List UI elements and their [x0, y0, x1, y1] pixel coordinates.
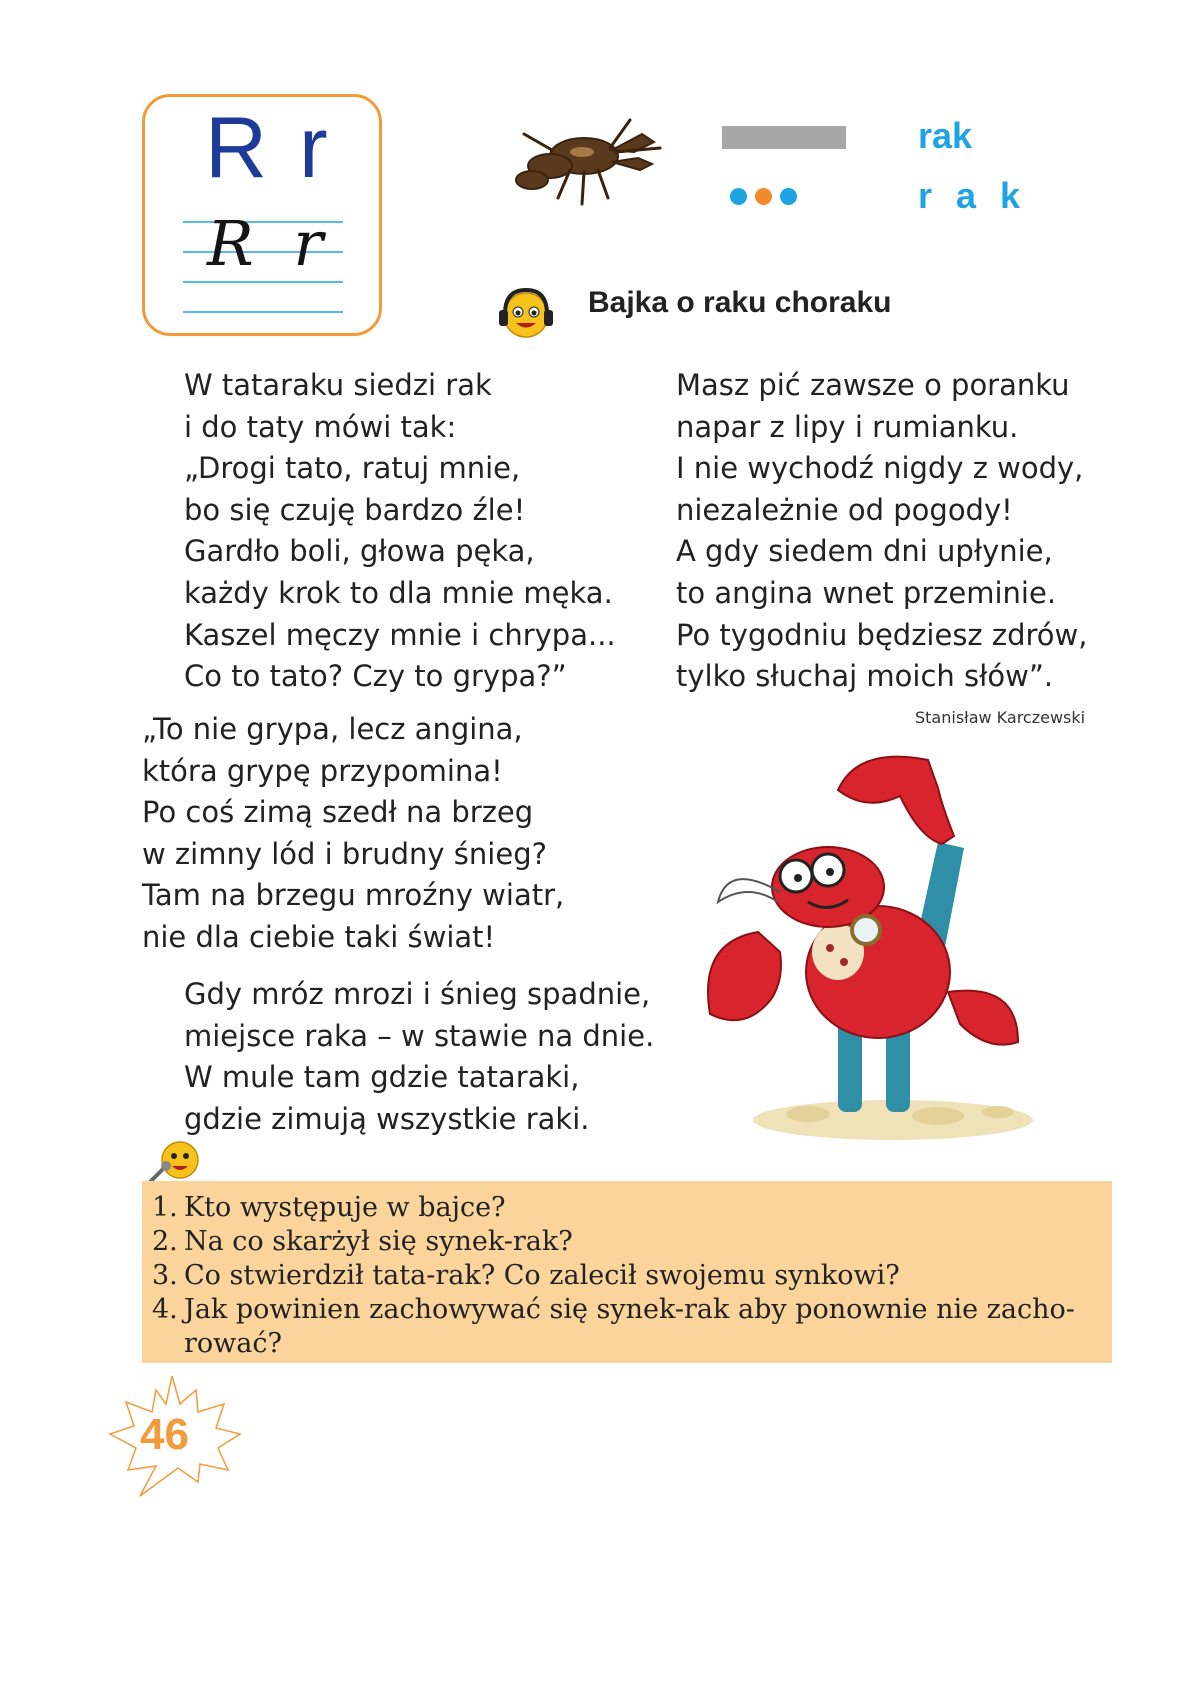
question-item: 2. Na co skarżył się synek-rak?	[152, 1226, 573, 1257]
poem-line: I nie wychodź nigdy z wody,	[676, 451, 1084, 486]
poem-line: która grypę przypomina!	[142, 753, 503, 788]
cartoon-crayfish-illustration	[688, 752, 1058, 1152]
word-scheme-bar	[722, 126, 846, 149]
poem-line: napar z lipy i rumianku.	[676, 409, 1019, 444]
sound-dot	[755, 188, 772, 205]
poem-line: niezależnie od pogody!	[676, 492, 1013, 527]
author-credit: Stanisław Karczewski	[915, 708, 1086, 727]
poem-line: Tam na brzegu mroźny wiatr,	[142, 878, 565, 913]
question-item: 1. Kto występuje w bajce?	[152, 1192, 506, 1223]
poem-line: tylko słuchaj moich słów”.	[676, 659, 1054, 694]
poem-title: Bajka o raku choraku	[588, 286, 892, 319]
letter-card	[142, 94, 382, 336]
poem-line: to angina wnet przeminie.	[676, 575, 1057, 610]
poem-line: Masz pić zawsze o poranku	[676, 368, 1070, 402]
poem-line: bo się czuję bardzo źle!	[184, 492, 526, 527]
poem-line: Co to tato? Czy to grypa?”	[184, 659, 567, 694]
page-number: 46	[140, 1410, 189, 1459]
poem-stanza-2	[676, 365, 1087, 698]
writing-line	[183, 281, 343, 283]
poem-line: W tataraku siedzi rak	[184, 368, 492, 402]
question-item: 3. Co stwierdził tata-rak? Co zalecił swojemu synkowi?	[152, 1260, 900, 1291]
poem-line: Kaszel męczy mnie i chrypa...	[184, 617, 616, 652]
script-letters: R r	[207, 207, 334, 280]
poem-line: Po tygodniu będziesz zdrów,	[676, 617, 1088, 652]
poem-line: każdy krok to dla mnie męka.	[184, 575, 613, 610]
word-rak-syllables: r a k	[918, 175, 1028, 216]
poem-line: nie dla ciebie taki świat!	[142, 919, 496, 954]
crayfish-photo	[512, 112, 662, 212]
word-rak: rak	[918, 115, 973, 156]
writing-line	[183, 311, 343, 313]
poem-line: W mule tam gdzie tataraki,	[184, 1060, 580, 1095]
listen-headphones-icon	[497, 284, 555, 342]
poem-line: „To nie grypa, lecz angina,	[142, 712, 523, 746]
questions-box	[142, 1181, 1112, 1363]
poem-stanza-1	[184, 365, 616, 698]
poem-stanza-3	[142, 709, 564, 959]
poem-line: w zimny lód i brudny śnieg?	[142, 836, 547, 871]
sound-dot	[730, 188, 747, 205]
poem-line: Gardło boli, głowa pęka,	[184, 534, 535, 569]
poem-line: miejsce raka – w stawie na dnie.	[184, 1018, 655, 1053]
poem-line: gdzie zimują wszystkie raki.	[184, 1101, 590, 1136]
poem-line: Gdy mróz mrozi i śnieg spadnie,	[184, 977, 651, 1011]
poem-line: Po coś zimą szedł na brzeg	[142, 795, 534, 830]
print-letters: R r	[205, 100, 332, 196]
poem-stanza-4	[184, 974, 654, 1140]
poem-line: i do taty mówi tak:	[184, 409, 457, 444]
poem-line: A gdy siedem dni upłynie,	[676, 534, 1053, 569]
speak-microphone-icon	[146, 1138, 202, 1184]
sound-dot	[780, 188, 797, 205]
question-continuation: rować?	[184, 1328, 282, 1359]
question-item: 4. Jak powinien zachowywać się synek-rak aby ponownie nie zacho-	[152, 1294, 1075, 1325]
poem-line: „Drogi tato, ratuj mnie,	[184, 451, 521, 486]
